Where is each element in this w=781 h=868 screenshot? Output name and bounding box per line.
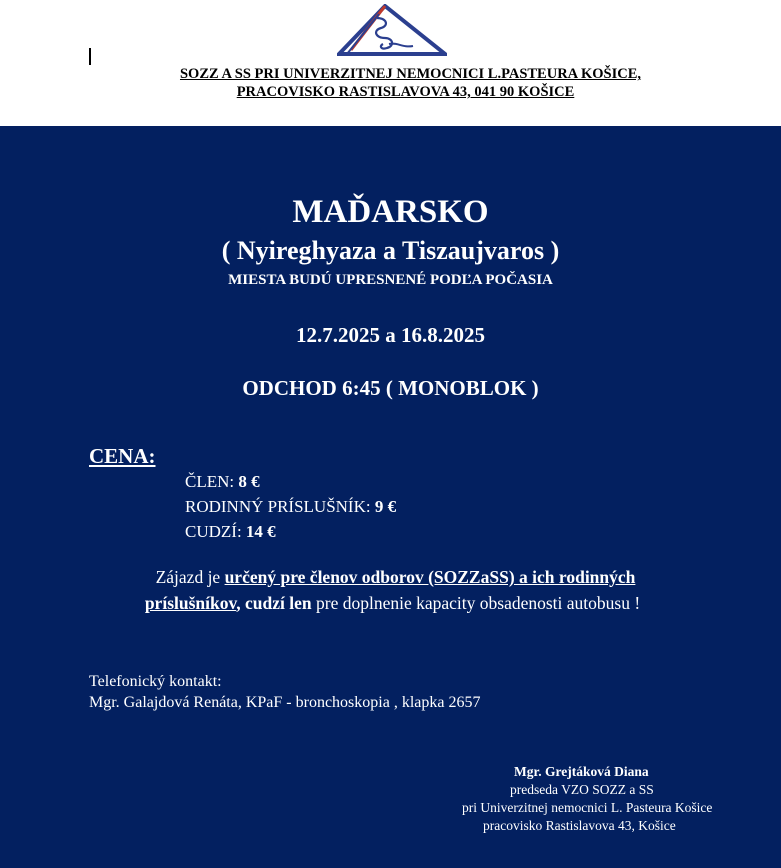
trip-note: MIESTA BUDÚ UPRESNENÉ PODĽA POČASIA bbox=[228, 272, 553, 288]
trip-departure: ODCHOD 6:45 ( MONOBLOK ) bbox=[242, 376, 539, 400]
price-label: ČLEN: bbox=[185, 472, 239, 491]
price-value: 14 € bbox=[245, 522, 276, 541]
price-label: RODINNÝ PRÍSLUŠNÍK: bbox=[185, 497, 375, 516]
price-heading: CENA: bbox=[89, 444, 156, 468]
info-emphasis-guest: cudzí len bbox=[245, 593, 312, 613]
organization-address: PRACOVISKO RASTISLAVOVA 43, 041 90 KOŠICE bbox=[236, 84, 575, 100]
price-row-guest bbox=[185, 522, 276, 542]
document-header bbox=[0, 0, 781, 126]
contact-label: Telefonický kontakt: bbox=[89, 673, 222, 690]
signature-organization: pri Univerzitnej nemocnici L. Pasteura Košice bbox=[462, 800, 713, 815]
info-line-1 bbox=[5, 567, 781, 588]
trip-country: MAĎARSKO bbox=[292, 194, 489, 230]
contact-person: Mgr. Galajdová Renáta, KPaF - bronchoskopia , klapka 2657 bbox=[89, 694, 481, 711]
info-text: Zájazd je bbox=[155, 567, 225, 587]
signature-role: predseda VZO SOZZ a SS bbox=[510, 782, 654, 797]
price-row-member bbox=[185, 472, 260, 492]
info-text: , bbox=[236, 593, 246, 613]
trip-places: ( Nyireghyaza a Tiszaujvaros ) bbox=[221, 236, 560, 265]
trip-dates: 12.7.2025 a 16.8.2025 bbox=[296, 323, 485, 347]
info-line-2 bbox=[2, 593, 781, 614]
triangle-serpent-logo-icon bbox=[337, 4, 447, 56]
info-text: pre doplnenie kapacity obsadenosti autobusu ! bbox=[311, 593, 641, 613]
signature-name: Mgr. Grejtáková Diana bbox=[514, 764, 649, 779]
signature-address: pracovisko Rastislavova 43, Košice bbox=[483, 818, 676, 833]
text-cursor bbox=[89, 48, 91, 65]
organization-name: SOZZ A SS PRI UNIVERZITNEJ NEMOCNICI L.PASTEURA KOŠICE, bbox=[179, 66, 642, 82]
flyer-body bbox=[0, 126, 781, 868]
info-emphasis: príslušníkov bbox=[144, 593, 237, 613]
price-label: CUDZÍ: bbox=[185, 522, 246, 541]
price-value: 9 € bbox=[374, 497, 397, 516]
price-row-family bbox=[185, 497, 396, 517]
price-value: 8 € bbox=[238, 472, 260, 491]
info-emphasis: určený pre členov odborov (SOZZaSS) a ich rodinných bbox=[224, 567, 636, 587]
